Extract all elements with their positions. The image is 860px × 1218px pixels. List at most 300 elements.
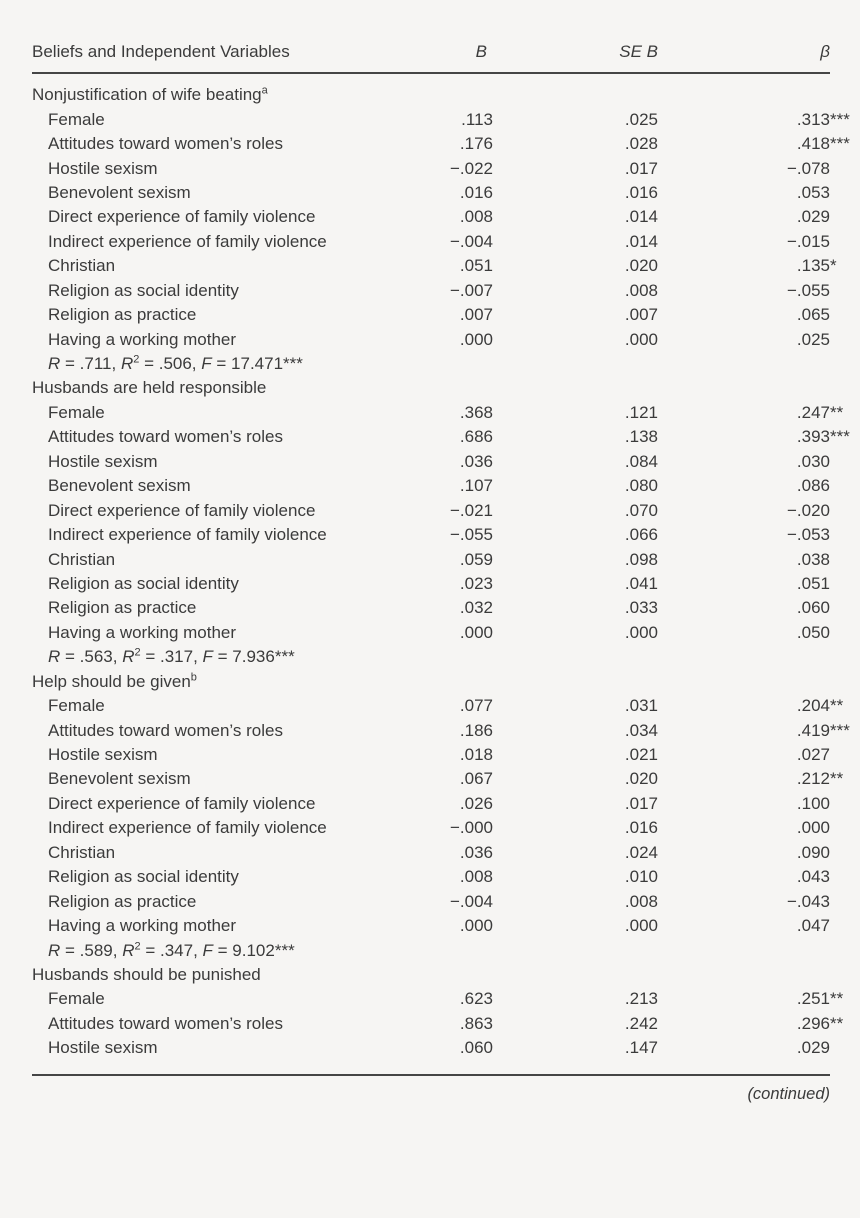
b-value-number: .000: [459, 916, 493, 936]
b-value-number: .113: [461, 109, 493, 129]
se-b-value: [493, 256, 658, 276]
table-row: [32, 254, 837, 278]
beta-value-number: .251: [796, 989, 830, 1009]
b-value-number: .186: [459, 720, 493, 740]
row-label: Religion as practice: [48, 305, 197, 325]
se-b-value-number: .008: [624, 891, 658, 911]
b-value: [420, 110, 493, 130]
se-b-value: [493, 281, 658, 301]
b-value: [420, 427, 493, 447]
se-b-value: [493, 989, 658, 1009]
stat-symbol: F: [202, 940, 213, 960]
beta-value-number: .100: [796, 793, 830, 813]
stat-text: = .563,: [60, 647, 123, 667]
stat-text: = .589,: [60, 940, 123, 960]
se-b-value: [493, 623, 658, 643]
beta-value: [658, 476, 830, 496]
b-value-number: −.022: [449, 158, 493, 178]
b-value-number: −.055: [449, 525, 493, 545]
b-value-number: −.004: [449, 891, 493, 911]
row-label: Having a working mother: [48, 622, 237, 642]
b-value: [420, 623, 493, 643]
se-b-value-number: .016: [624, 818, 658, 838]
beta-value-number: .027: [796, 745, 830, 765]
stat-symbol: R: [48, 940, 61, 960]
b-value-number: .036: [459, 842, 493, 862]
row-label: Religion as practice: [48, 891, 197, 911]
table-row: [32, 205, 830, 229]
beta-value: [658, 818, 830, 838]
bottom-rule: [32, 1074, 830, 1076]
se-b-value: [493, 721, 658, 741]
table-row: [32, 230, 830, 254]
se-b-value: [493, 330, 658, 350]
se-b-value-number: .147: [624, 1038, 658, 1058]
table-row: [32, 279, 830, 303]
beta-value: [658, 574, 830, 594]
b-value: [420, 305, 493, 325]
section-title-row: [32, 670, 830, 694]
se-b-value: [493, 159, 658, 179]
regression-table: [32, 0, 850, 1104]
se-b-value: [493, 501, 658, 521]
row-label: Indirect experience of family violence: [48, 818, 327, 838]
table-row: [32, 718, 850, 742]
table-row: [32, 621, 830, 645]
beta-value: [658, 305, 830, 325]
b-value: [420, 598, 493, 618]
table-row: [32, 156, 830, 180]
beta-value: [658, 598, 830, 618]
stat-symbol: F: [202, 647, 213, 667]
beta-value-number: .393: [796, 427, 830, 447]
row-label: Having a working mother: [48, 329, 237, 349]
b-value-number: .008: [459, 207, 493, 227]
beta-value-number: .296: [796, 1013, 830, 1033]
model-stats-row: [32, 352, 830, 376]
se-b-value-number: .138: [624, 427, 658, 447]
section-title: Husbands should be punished: [32, 964, 261, 984]
table-row: [32, 914, 830, 938]
beta-value-number: −.078: [786, 158, 830, 178]
row-label: Hostile sexism: [48, 745, 158, 765]
se-b-value-number: .016: [624, 182, 658, 202]
beta-value-number: .029: [796, 1038, 830, 1058]
beta-value-number: .029: [796, 207, 830, 227]
se-b-value-number: .121: [624, 402, 658, 422]
section-title-row: [32, 963, 830, 987]
b-value-number: .008: [459, 867, 493, 887]
se-b-value: [493, 598, 658, 618]
row-label: Hostile sexism: [48, 1038, 158, 1058]
se-b-value: [493, 1038, 658, 1058]
stat-symbol: R: [122, 647, 135, 667]
beta-value: .204**: [796, 696, 844, 716]
b-value: [420, 207, 493, 227]
b-value-number: .067: [459, 769, 493, 789]
beta-value: .247**: [796, 402, 844, 422]
row-label: Benevolent sexism: [48, 769, 191, 789]
beta-value-number: .212: [796, 769, 830, 789]
beta-value-number: .043: [796, 867, 830, 887]
b-value: [420, 892, 493, 912]
column-header-label: Beliefs and Independent Variables: [32, 42, 290, 61]
section-title: Nonjustification of wife beating$^a$: [32, 84, 268, 105]
row-label: Christian: [48, 256, 116, 276]
b-value: [420, 696, 493, 716]
stat-text: ***: [274, 940, 295, 960]
stat-symbol: R: [122, 940, 135, 960]
beta-value-number: .247: [796, 402, 830, 422]
se-b-value: [493, 207, 658, 227]
row-label: Attitudes toward women’s roles: [48, 1013, 283, 1033]
b-value: [420, 745, 493, 765]
se-b-value: [493, 183, 658, 203]
table-row: [32, 327, 830, 351]
row-label: Attitudes toward women’s roles: [48, 134, 283, 154]
b-value-number: .368: [459, 402, 493, 422]
se-b-value: [493, 794, 658, 814]
table-row: [32, 841, 830, 865]
table-row: [32, 303, 830, 327]
se-b-value-number: .014: [624, 231, 658, 251]
se-b-value-number: .034: [624, 720, 658, 740]
beta-value: [658, 745, 830, 765]
b-value-number: .032: [459, 598, 493, 618]
beta-value-number: .065: [796, 305, 830, 325]
se-b-value-number: .017: [624, 158, 658, 178]
b-value: [420, 989, 493, 1009]
beta-value-number: −.043: [786, 891, 830, 911]
beta-value: [658, 1038, 830, 1058]
table-row: [32, 572, 830, 596]
se-b-value: [493, 403, 658, 423]
row-label: Hostile sexism: [48, 158, 158, 178]
se-b-value-number: .025: [624, 109, 658, 129]
se-b-value-number: .098: [624, 549, 658, 569]
row-label: Attitudes toward women’s roles: [48, 720, 283, 740]
stat-text: = 7.936: [212, 647, 275, 667]
beta-value: [658, 623, 830, 643]
model-stats-row: [32, 938, 830, 962]
beta-value: [658, 794, 830, 814]
row-label: Benevolent sexism: [48, 182, 191, 202]
beta-value-number: .060: [796, 598, 830, 618]
row-label: Hostile sexism: [48, 451, 158, 471]
se-b-value: [493, 232, 658, 252]
table-row: [32, 401, 844, 425]
section-title-row: [32, 376, 830, 400]
stat-text: = 17.471: [211, 354, 284, 374]
se-b-value: [493, 476, 658, 496]
section-title: Husbands are held responsible: [32, 378, 267, 398]
stat-text: ***: [283, 354, 303, 374]
stat-text: = 9.102: [212, 940, 275, 960]
b-value: [420, 525, 493, 545]
se-b-value: [493, 696, 658, 716]
beta-value: .313***: [796, 109, 850, 129]
se-b-value: [493, 427, 658, 447]
beta-value: .135*: [796, 256, 837, 276]
b-value-number: .026: [459, 793, 493, 813]
beta-value-number: .135: [796, 256, 830, 276]
beta-value-number: .204: [796, 696, 830, 716]
se-b-value: [493, 452, 658, 472]
table-row: [32, 425, 850, 449]
b-value: [420, 232, 493, 252]
table-row: [32, 523, 830, 547]
stat-superscript: 2: [134, 646, 141, 659]
se-b-value: [493, 867, 658, 887]
se-b-value: [493, 916, 658, 936]
table-row: [32, 889, 830, 913]
model-stats: [32, 941, 830, 961]
beta-value: [658, 452, 830, 472]
stat-superscript: 2: [134, 939, 141, 952]
b-value: [420, 330, 493, 350]
beta-value: [658, 330, 830, 350]
row-label: Religion as social identity: [48, 573, 239, 593]
b-value: [420, 721, 493, 741]
b-value-number: .176: [459, 134, 493, 154]
table-row: [32, 743, 830, 767]
beta-value-number: .086: [796, 476, 830, 496]
row-label: Christian: [48, 842, 116, 862]
table-row: [32, 474, 830, 498]
b-value: [420, 134, 493, 154]
row-label: Direct experience of family violence: [48, 793, 316, 813]
beta-value-number: −.020: [786, 500, 830, 520]
beta-value-number: −.055: [786, 280, 830, 300]
se-b-value: [493, 843, 658, 863]
stat-text: = .506,: [139, 354, 202, 374]
beta-value: .296**: [796, 1013, 844, 1033]
b-value: [420, 452, 493, 472]
section-title-superscript: b: [190, 671, 197, 684]
b-value-number: .000: [459, 329, 493, 349]
se-b-value-number: .031: [624, 696, 658, 716]
table-row: [32, 816, 830, 840]
table-row: [32, 865, 830, 889]
beta-value: [658, 916, 830, 936]
b-value-number: .107: [459, 476, 493, 496]
beta-value-number: .025: [796, 329, 830, 349]
row-label: Female: [48, 989, 105, 1009]
se-b-value: [493, 818, 658, 838]
se-b-value: [493, 574, 658, 594]
b-value-number: .000: [459, 622, 493, 642]
row-label: Indirect experience of family violence: [48, 231, 327, 251]
se-b-value: [493, 525, 658, 545]
beta-value: [658, 525, 830, 545]
table-row: [32, 596, 830, 620]
se-b-value-number: .017: [624, 793, 658, 813]
b-value: [420, 1014, 493, 1034]
table-row: [32, 450, 830, 474]
row-label: Having a working mother: [48, 916, 237, 936]
b-value-number: .060: [459, 1038, 493, 1058]
stat-symbol: R: [48, 647, 61, 667]
b-value-number: .051: [459, 256, 493, 276]
se-b-value-number: .041: [624, 573, 658, 593]
se-b-value-number: .014: [624, 207, 658, 227]
se-b-value: [493, 305, 658, 325]
se-b-value-number: .213: [624, 989, 658, 1009]
beta-value-number: −.015: [786, 231, 830, 251]
row-label: Female: [48, 402, 105, 422]
se-b-value: [493, 134, 658, 154]
b-value: [420, 769, 493, 789]
b-value-number: .036: [459, 451, 493, 471]
se-b-value: [493, 110, 658, 130]
se-b-value: [493, 769, 658, 789]
b-value-number: .016: [459, 182, 493, 202]
b-value-number: .623: [459, 989, 493, 1009]
beta-value-number: .000: [796, 818, 830, 838]
table-row: [32, 792, 830, 816]
section-title: Help should be given$^b$: [32, 671, 197, 691]
b-value: [420, 256, 493, 276]
se-b-value-number: .008: [624, 280, 658, 300]
se-b-value-number: .010: [624, 867, 658, 887]
se-b-value: [493, 892, 658, 912]
model-stats: [32, 354, 830, 374]
row-label: Attitudes toward women’s roles: [48, 427, 283, 447]
b-value: [420, 159, 493, 179]
se-b-value-number: .084: [624, 451, 658, 471]
row-label: Religion as social identity: [48, 867, 239, 887]
beta-value: [658, 892, 830, 912]
beta-value: [658, 501, 830, 521]
b-value: [420, 403, 493, 423]
b-value-number: −.021: [449, 500, 493, 520]
table-row: [32, 1036, 830, 1060]
row-label: Christian: [48, 549, 116, 569]
beta-value: [658, 867, 830, 887]
beta-value: .393***: [796, 427, 850, 447]
beta-value-number: .050: [796, 622, 830, 642]
b-value: [420, 1038, 493, 1058]
b-value-number: .023: [459, 573, 493, 593]
stat-superscript: 2: [133, 353, 140, 366]
b-value: [420, 818, 493, 838]
b-value: [420, 794, 493, 814]
row-label: Female: [48, 109, 105, 129]
row-label: Religion as social identity: [48, 280, 239, 300]
table-row: [32, 694, 844, 718]
model-stats-row: [32, 645, 830, 669]
beta-value-number: .047: [796, 916, 830, 936]
beta-value-number: .313: [796, 109, 830, 129]
beta-value: [658, 183, 830, 203]
beta-value-number: .090: [796, 842, 830, 862]
se-b-value-number: .066: [624, 525, 658, 545]
beta-value-number: .053: [796, 182, 830, 202]
table-body: [32, 74, 850, 1061]
row-label: Female: [48, 696, 105, 716]
b-value: [420, 843, 493, 863]
column-header-se-b: SE B: [619, 42, 658, 61]
beta-value: [658, 232, 830, 252]
beta-value: .251**: [796, 989, 844, 1009]
b-value: [420, 550, 493, 570]
se-b-value-number: .020: [624, 769, 658, 789]
se-b-value: [493, 550, 658, 570]
beta-value: [658, 207, 830, 227]
table-header-row: [32, 40, 830, 64]
beta-value-number: .419: [796, 720, 830, 740]
stat-text: = .317,: [140, 647, 203, 667]
beta-value-number: .038: [796, 549, 830, 569]
b-value-number: .059: [459, 549, 493, 569]
b-value: [420, 183, 493, 203]
se-b-value-number: .000: [624, 916, 658, 936]
model-stats: [32, 647, 830, 667]
beta-value-number: .051: [796, 573, 830, 593]
table-row: [32, 767, 844, 791]
b-value-number: −.000: [449, 818, 493, 838]
stat-text: ***: [274, 647, 295, 667]
stat-symbol: R: [48, 354, 61, 374]
table-row: [32, 181, 830, 205]
b-value: [420, 476, 493, 496]
column-header-b: B: [475, 42, 487, 61]
continued-note: (continued): [747, 1084, 830, 1103]
stat-text: = .347,: [140, 940, 203, 960]
se-b-value: [493, 1014, 658, 1034]
beta-value: .212**: [796, 769, 844, 789]
stat-symbol: F: [201, 354, 212, 374]
table-row: [32, 1012, 844, 1036]
table-row: [32, 107, 850, 131]
se-b-value-number: .070: [624, 500, 658, 520]
table-row: [32, 987, 844, 1011]
se-b-value-number: .020: [624, 256, 658, 276]
se-b-value: [493, 745, 658, 765]
se-b-value-number: .000: [624, 329, 658, 349]
b-value-number: .077: [459, 696, 493, 716]
row-label: Indirect experience of family violence: [48, 525, 327, 545]
b-value: [420, 501, 493, 521]
se-b-value-number: .242: [624, 1013, 658, 1033]
beta-value-number: −.053: [786, 525, 830, 545]
beta-value: .419***: [796, 720, 850, 740]
se-b-value-number: .007: [624, 305, 658, 325]
beta-value: [658, 843, 830, 863]
beta-value: [658, 281, 830, 301]
table-row: [32, 498, 830, 522]
row-label: Religion as practice: [48, 598, 197, 618]
b-value-number: .007: [459, 305, 493, 325]
b-value-number: −.004: [449, 231, 493, 251]
column-header-beta: β: [820, 42, 830, 61]
table-row: [32, 132, 850, 156]
beta-value: [658, 159, 830, 179]
se-b-value-number: .021: [624, 745, 658, 765]
se-b-value-number: .000: [624, 622, 658, 642]
b-value-number: −.007: [449, 280, 493, 300]
beta-value: .418***: [796, 134, 850, 154]
se-b-value-number: .080: [624, 476, 658, 496]
table-row: [32, 547, 830, 571]
row-label: Direct experience of family violence: [48, 500, 316, 520]
section-title-row: [32, 83, 830, 107]
beta-value: [658, 550, 830, 570]
beta-value-number: .030: [796, 451, 830, 471]
se-b-value-number: .028: [624, 134, 658, 154]
stat-symbol: R: [120, 354, 134, 374]
b-value: [420, 281, 493, 301]
